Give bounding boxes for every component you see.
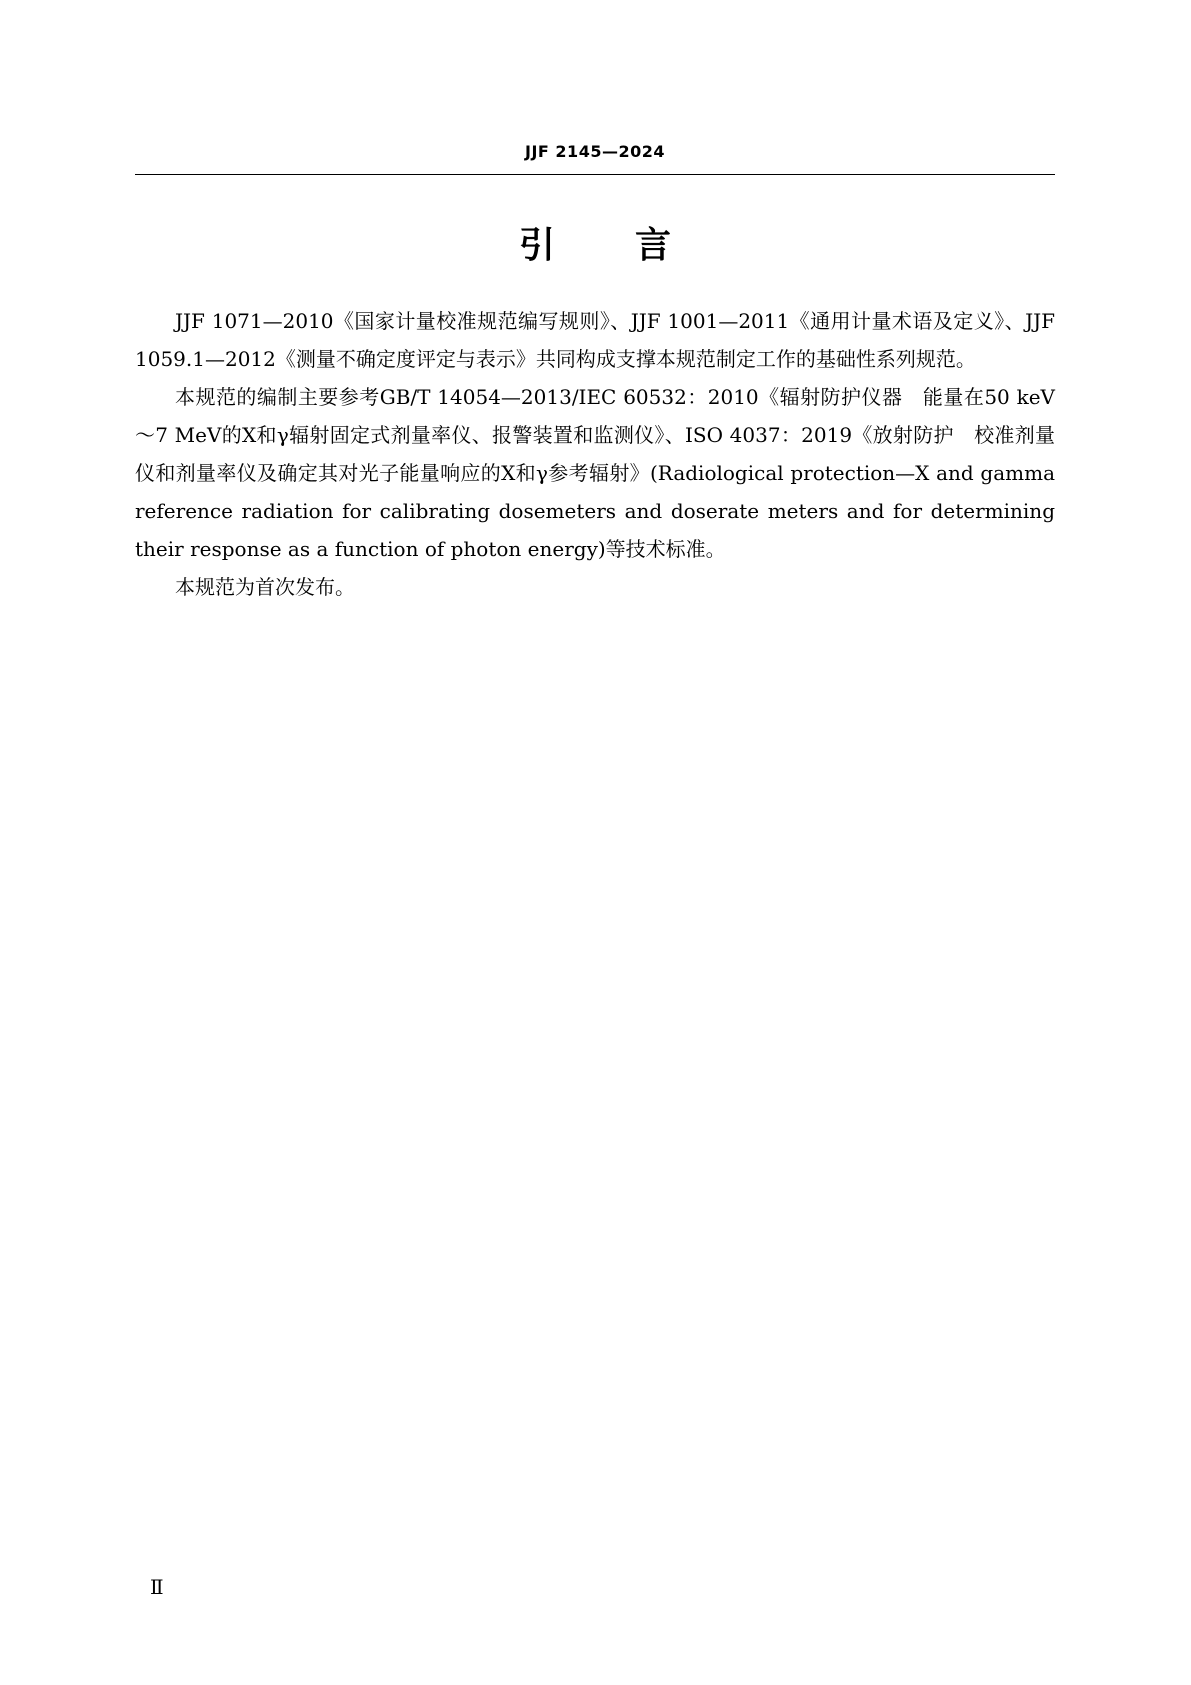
page-number: Ⅱ xyxy=(150,1575,164,1599)
header-divider xyxy=(135,174,1055,175)
section-title: 引言 xyxy=(518,225,751,266)
section-body xyxy=(135,302,1055,606)
paragraph-first-release: 本规范为首次发布。 xyxy=(175,575,355,599)
document-code-header: JJF 2145—2024 xyxy=(525,142,665,161)
paragraph-reference-standards: JJF 1071—2010《国家计量校准规范编写规则》、JJF 1001—2011《通用计量术语及定义》、JJF 1059.1—2012《测量不确定度评定与表示》共同构成支撑本规范制定工作的基础性系列规范。 xyxy=(135,309,1055,371)
paragraph-main-references: 本规范的编制主要参考GB/T 14054—2013/IEC 60532：2010《辐射防护仪器 能量在50 keV～7 MeV的X和γ辐射固定式剂量率仪、报警装置和监测仪》、ISO 4037：2019《放射防护 校准剂量仪和剂量率仪及确定其对光子能量响应的X和γ参考辐射》(Radiological protection—X and gamma reference radiation for calibrating dosemeters and doserate meters and for determining their response as a function of photon energy)等技术标准。 xyxy=(135,385,1055,561)
